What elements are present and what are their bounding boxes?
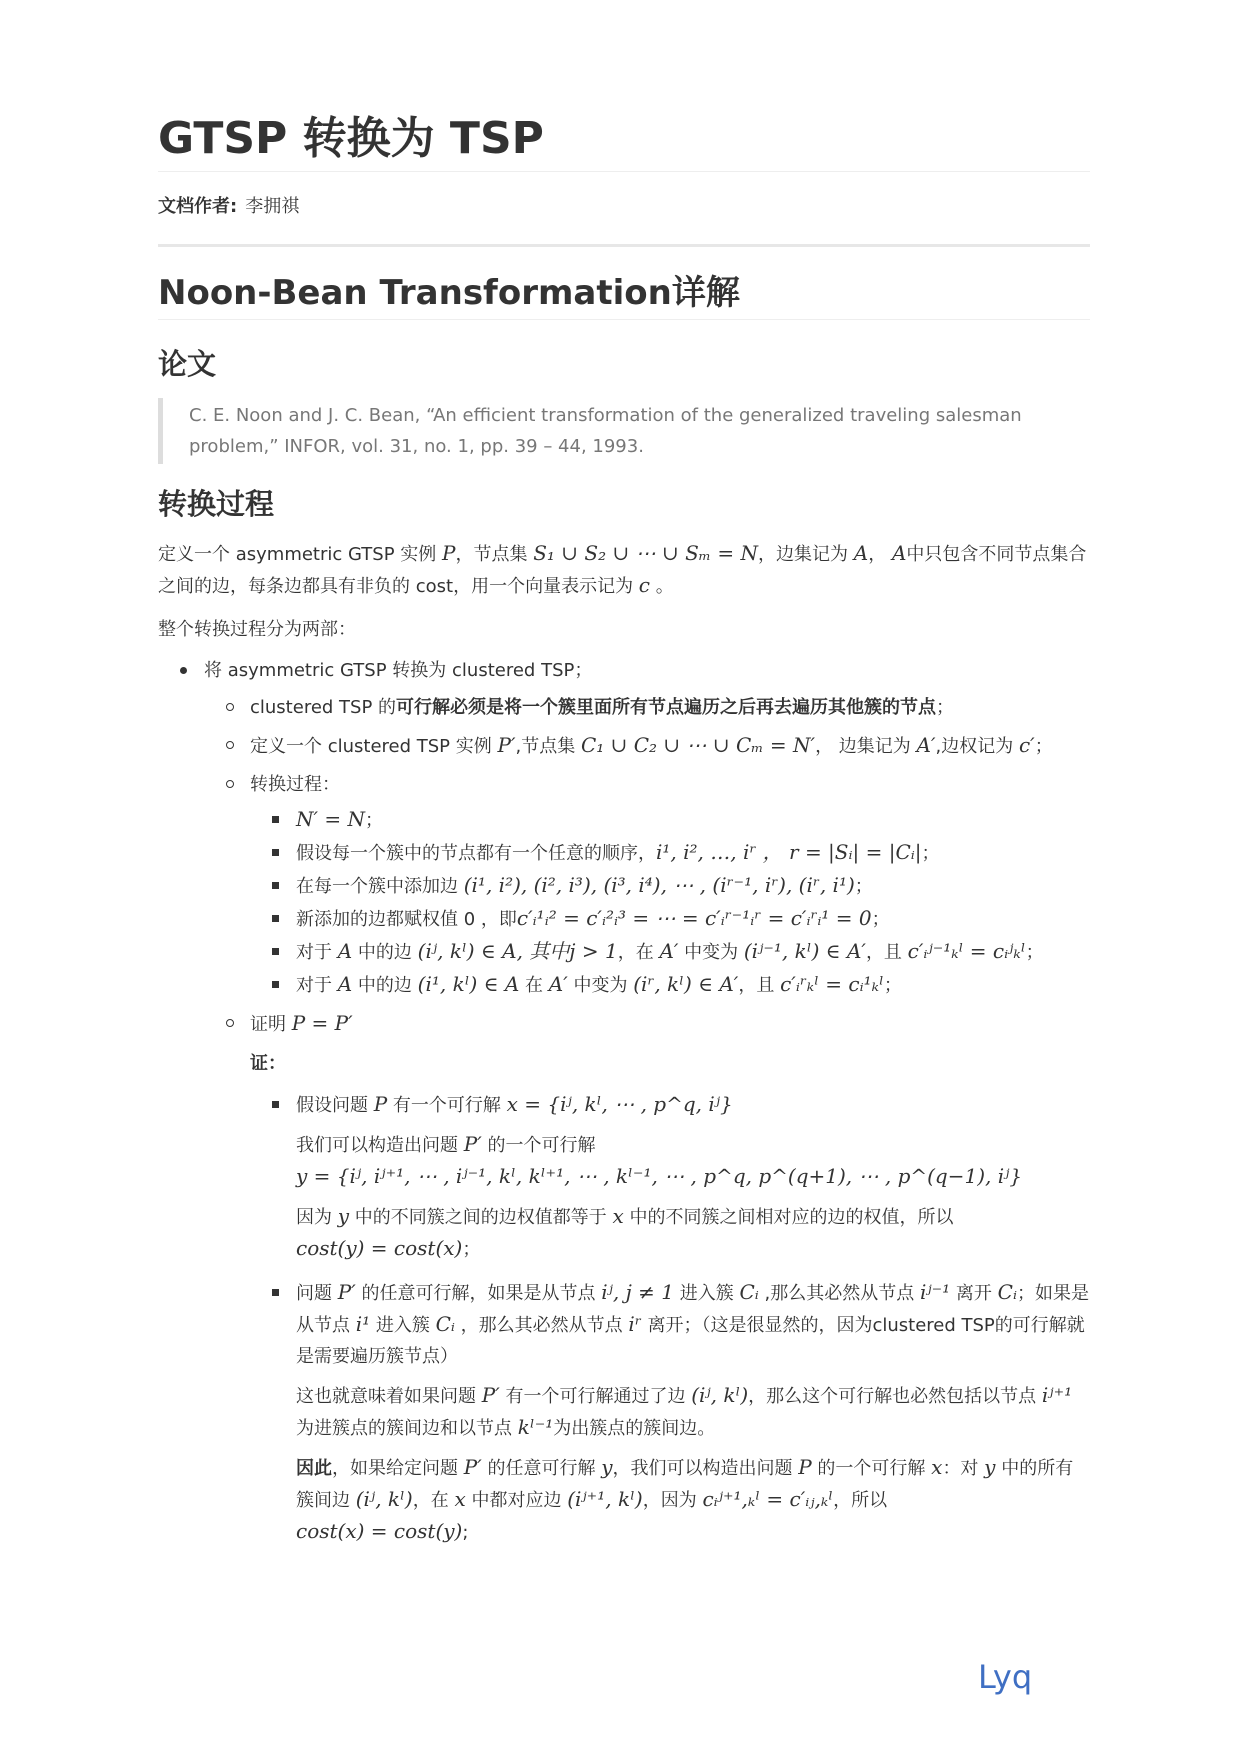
proof-paragraph (296, 1452, 1090, 1548)
math: c′ᵢʲ⁻¹ₖˡ = cᵢʲₖˡ (907, 938, 1026, 963)
step-text: ； (1025, 941, 1044, 963)
proof-text: 进入簇 (370, 1314, 436, 1336)
proof-text: 我们可以构造出问题 (296, 1134, 464, 1156)
proof-text: 中的不同簇之间的边权值都等于 (349, 1206, 613, 1228)
proof-text: 为进簇点的簇间边和以节点 (296, 1417, 518, 1439)
math: y (337, 1203, 350, 1228)
list-item (204, 1008, 1090, 1548)
math: P (798, 1454, 812, 1479)
square-bullet-icon (272, 1289, 279, 1296)
section-title: Noon-Bean Transformation详解 (158, 271, 1090, 320)
proof-paragraph (296, 1129, 1090, 1193)
step-item (250, 903, 1090, 935)
square-bullet-icon (272, 849, 279, 856)
square-bullet-icon (272, 915, 279, 922)
signature-logo: Lyq (978, 1658, 1033, 1696)
proof-text: 的任意可行解 (481, 1457, 602, 1479)
math: A (337, 938, 353, 963)
math: P′ (497, 732, 516, 757)
list-item-text: 证明 (250, 1013, 292, 1035)
math: x (612, 1203, 624, 1228)
math: iʲ⁻¹ (919, 1279, 951, 1304)
square-bullet-icon (272, 816, 279, 823)
author-name: 李拥祺 (245, 196, 300, 218)
proof-paragraph (296, 1201, 1090, 1265)
list-item-text: clustered TSP 的 (250, 696, 397, 718)
step-text: 新添加的边都赋权值 0 ，即 (296, 908, 517, 930)
author-label: 文档作者: (158, 196, 238, 218)
proof-paragraph (296, 1380, 1090, 1444)
proof-item (250, 1277, 1090, 1548)
step-text: 对于 (296, 974, 338, 996)
math: A (891, 540, 907, 565)
math: P′ (463, 1131, 482, 1156)
math: (iʲ, kˡ) ∈ A, 其中j > 1 (417, 938, 618, 963)
list-item (204, 730, 1090, 762)
math: iʳ (628, 1311, 642, 1336)
two-parts-paragraph: 整个转换过程分为两部： (158, 618, 356, 640)
proof-text: ，所以 (833, 1489, 888, 1511)
proof-text: ，我们可以构造出问题 (612, 1457, 799, 1479)
proof-text: 因为 (296, 1206, 338, 1228)
author-line (158, 192, 1090, 222)
math: S₁ ∪ S₂ ∪ ⋯ ∪ Sₘ = N (533, 540, 759, 565)
paper-heading: 论文 (158, 347, 217, 382)
math: P′ (481, 1382, 500, 1407)
proof-text: 为出簇点的簇间边。 (553, 1417, 716, 1439)
list-item-text: ； (936, 696, 955, 718)
math: (iʲ, kˡ) (691, 1382, 749, 1407)
list-item-text: 转换过程： (250, 773, 340, 795)
proof-text: ，那么其必然从节点 (454, 1314, 629, 1336)
proof-text: ；如果是从节点 (296, 1282, 1089, 1336)
list-item-text: ； (1034, 735, 1053, 757)
math: P′ (463, 1454, 482, 1479)
square-bullet-icon (272, 948, 279, 955)
page-title: GTSP 转换为 TSP (158, 110, 1090, 172)
math: A (337, 971, 353, 996)
proof-text: 的一个可行解 (811, 1457, 932, 1479)
math: cᵢʲ⁺¹,ₖˡ = c′ᵢⱼ,ₖˡ (702, 1486, 834, 1511)
step-text: ； (921, 842, 940, 864)
proof-text: 假设问题 (296, 1094, 374, 1116)
list-item (158, 655, 1090, 1548)
process-heading: 转换过程 (158, 487, 275, 522)
proof-text: ：对 (942, 1457, 985, 1479)
proof-text: ； (462, 1238, 481, 1260)
math: P′ (337, 1279, 356, 1304)
proof-text: 离开；（这是很显然的，因为clustered TSP的可行解就是需要遍历簇节点） (296, 1314, 1085, 1367)
math: (i¹, kˡ) ∈ A (417, 971, 520, 996)
intro-text: 定义一个 asymmetric GTSP 实例 (158, 543, 443, 565)
intro-text: ，节点集 (455, 543, 534, 565)
step-text: 假设每一个簇中的节点都有一个任意的顺序， (296, 842, 656, 864)
math: x (931, 1454, 943, 1479)
square-bullet-icon (272, 981, 279, 988)
intro-text: 。 (650, 575, 674, 597)
math: y = {iʲ, iʲ⁺¹, ⋯ , iʲ⁻¹, kˡ, kˡ⁺¹, ⋯ , kˡ⁻¹, ⋯ , p^q, p^(q+1), ⋯ , p^(q−1), iʲ} (296, 1163, 1023, 1188)
intro-text: ，边集记为 (758, 543, 854, 565)
proof-text: ，那么这个可行解也必然包括以节点 (748, 1385, 1042, 1407)
proof-text: 这也就意味着如果问题 (296, 1385, 482, 1407)
bold-text: 可行解必须是将一个簇里面所有节点遍历之后再去遍历其他簇的节点 (396, 696, 937, 718)
math: A′ (659, 938, 679, 963)
math: x = {iʲ, kˡ, ⋯ , p^q, iʲ} (506, 1091, 733, 1116)
steps-list (250, 804, 1090, 1001)
math: Cᵢ (997, 1279, 1017, 1304)
circle-bullet-icon (226, 1019, 234, 1027)
proof-text: 中都对应边 (465, 1489, 568, 1511)
math: Cᵢ (435, 1311, 455, 1336)
math: c′ᵢ¹ᵢ² = c′ᵢ²ᵢ³ = ⋯ = c′ᵢʳ⁻¹ᵢʳ = c′ᵢʳᵢ¹ = 0 (516, 905, 872, 930)
step-text: 对于 (296, 941, 338, 963)
list-item (204, 692, 1090, 723)
square-bullet-icon (272, 882, 279, 889)
step-item (250, 837, 1090, 869)
math: cost(x) = cost(y) (296, 1518, 463, 1543)
list-item-text: ， 边集记为 (815, 735, 917, 757)
step-text: 中的边 (352, 941, 418, 963)
proof-list (250, 1089, 1090, 1548)
proof-item (250, 1089, 1090, 1265)
bold-text: 因此 (296, 1457, 332, 1479)
proof-text: 中的所有簇间边 (296, 1457, 1074, 1511)
list-item-text: 将 asymmetric GTSP 转换为 clustered TSP； (204, 659, 593, 681)
math: N′ = N (296, 806, 366, 831)
step-text: ，且 (738, 974, 781, 996)
bullet-icon (180, 667, 187, 674)
step-text: 中变为 (678, 941, 744, 963)
math: P (373, 1091, 388, 1116)
proof-text: 离开 (950, 1282, 998, 1304)
math: cost(y) = cost(x) (296, 1235, 463, 1260)
step-text: ，且 (865, 941, 908, 963)
math: x (454, 1486, 466, 1511)
math: P = P′ (291, 1010, 353, 1035)
step-text: 中的边 (352, 974, 418, 996)
step-text: ； (883, 974, 902, 996)
proof-text: 的一个可行解 (481, 1134, 596, 1156)
step-text: ； (871, 908, 890, 930)
math: c (638, 572, 650, 597)
math: iʲ, j ≠ 1 (601, 1279, 674, 1304)
divider (158, 244, 1090, 247)
math: A′ (916, 732, 936, 757)
square-bullet-icon (272, 1101, 279, 1108)
proof-text: 进入簇 (673, 1282, 740, 1304)
step-text: ，在 (617, 941, 660, 963)
circle-bullet-icon (226, 780, 234, 788)
math: kˡ⁻¹ (517, 1414, 554, 1439)
main-list (158, 655, 1090, 1548)
step-text: 中变为 (567, 974, 634, 996)
math: c′ (1018, 732, 1035, 757)
math: (iʲ⁺¹, kˡ) (567, 1486, 643, 1511)
math: c′ᵢʳₖˡ = cᵢ¹ₖˡ (780, 971, 884, 996)
proof-label: 证： (250, 1052, 286, 1074)
proof-text: 有一个可行解通过了边 (499, 1385, 692, 1407)
proof-text: ,那么其必然从节点 (758, 1282, 920, 1304)
math: y (984, 1454, 996, 1479)
proof-text: 的任意可行解，如果是从节点 (355, 1282, 602, 1304)
proof-text: ; (462, 1521, 469, 1543)
step-text: 在 (519, 974, 549, 996)
step-text: 在每一个簇中添加边 (296, 875, 464, 897)
list-item-text: ,边权记为 (935, 735, 1019, 757)
math: C₁ ∪ C₂ ∪ ⋯ ∪ Cₘ = N′ (580, 732, 816, 757)
step-item (250, 936, 1090, 968)
list-item-text: 定义一个 clustered TSP 实例 (250, 735, 498, 757)
math: i¹, i², …, iʳ ， r = |Sᵢ| = |Cᵢ| (656, 839, 922, 864)
math: iʲ⁺¹ (1041, 1382, 1073, 1407)
math: i¹ (355, 1311, 371, 1336)
citation-quote: C. E. Noon and J. C. Bean, “An efficient transformation of the generalized traveling salesman problem,” INFOR, vol. 31, no. 1, pp. 39 – 44, 1993. (158, 398, 1090, 464)
intro-paragraph (158, 538, 1090, 602)
sub-list (204, 692, 1090, 1548)
intro-text: 中只包含不同节点集合之间的边，每条边都具有非负的 cost，用一个向量表示记为 (158, 543, 1087, 597)
step-text: ； (854, 875, 873, 897)
list-item (204, 769, 1090, 1001)
math: A′ (548, 971, 568, 996)
math: (iʳ, kˡ) ∈ A′ (633, 971, 739, 996)
math: P (442, 540, 456, 565)
math: (iʲ, kˡ) (355, 1486, 413, 1511)
intro-text: ， (868, 543, 892, 565)
step-item (250, 804, 1090, 836)
proof-text: ，在 (412, 1489, 455, 1511)
step-item (250, 969, 1090, 1001)
circle-bullet-icon (226, 703, 234, 711)
math: Cᵢ (739, 1279, 759, 1304)
document-page (158, 110, 1090, 1560)
step-text: ； (365, 809, 384, 831)
step-item (250, 870, 1090, 902)
proof-text: 中的不同簇之间相对应的边的权值，所以 (623, 1206, 954, 1228)
proof-text: 问题 (296, 1282, 338, 1304)
proof-text: 有一个可行解 (387, 1094, 507, 1116)
math: y (601, 1454, 613, 1479)
math: (iʲ⁻¹, kˡ) ∈ A′ (743, 938, 866, 963)
circle-bullet-icon (226, 741, 234, 749)
proof-text: ，如果给定问题 (332, 1457, 464, 1479)
math: A (853, 540, 869, 565)
proof-text: ，因为 (642, 1489, 703, 1511)
list-item-text: ,节点集 (515, 735, 581, 757)
math: (i¹, i²), (i², i³), (i³, i⁴), ⋯ , (iʳ⁻¹, iʳ), (iʳ, i¹) (463, 872, 855, 897)
